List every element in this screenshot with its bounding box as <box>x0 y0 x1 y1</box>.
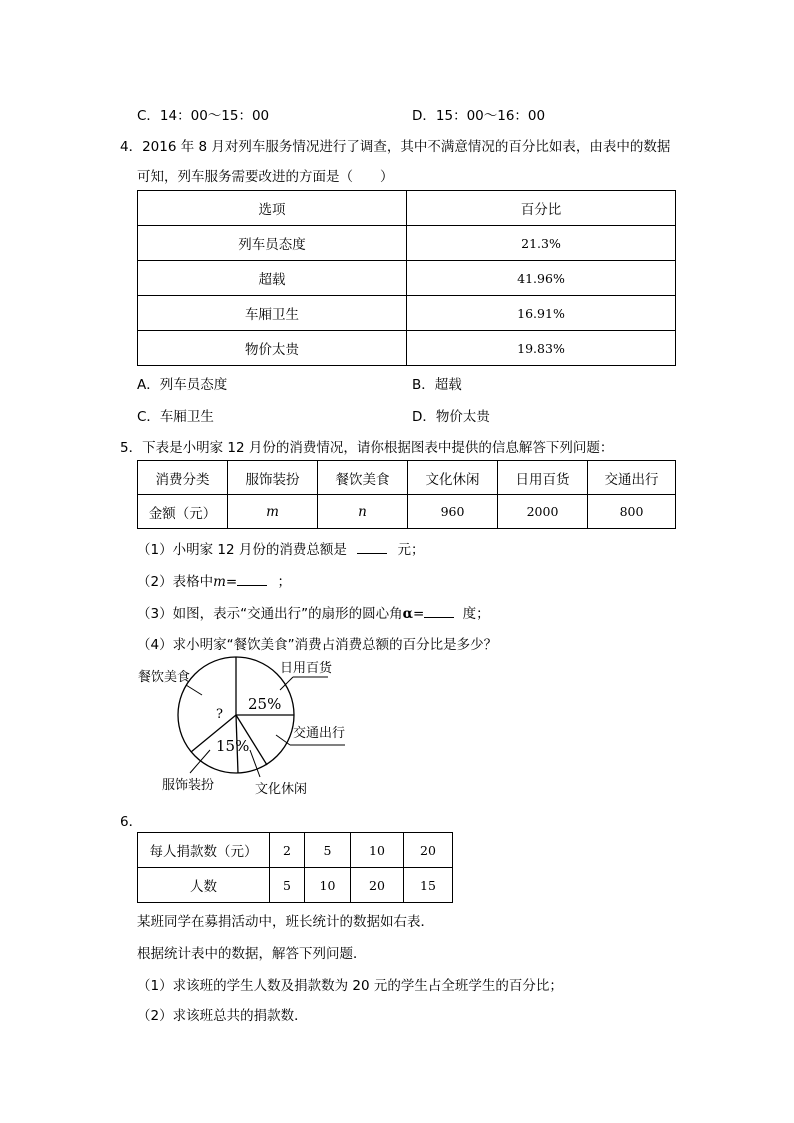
q4-cell-option: 物价太贵 <box>138 331 407 366</box>
q6-line1: 某班同学在募捐活动中，班长统计的数据如右表． <box>137 914 434 930</box>
q5-stem: 5．下表是小明家 12 月份的消费情况，请你根据图表中提供的信息解答下列问题： <box>120 440 614 456</box>
q4-stem-line1: 4．2016 年 8 月对列车服务情况进行了调查，其中不满意情况的百分比如表，由表中的数据 <box>120 139 671 155</box>
q5-value-clothing: m <box>228 495 318 529</box>
answer-blank <box>424 605 454 618</box>
q6-number: 6． <box>120 814 143 830</box>
q6-sub2: （2）求该班总共的捐款数． <box>137 1008 308 1024</box>
q5-table <box>137 460 676 529</box>
q6-sub1: （1）求该班的学生人数及捐款数为 20 元的学生占全班学生的百分比； <box>137 978 563 994</box>
q5-value-food: n <box>318 495 408 529</box>
answer-blank <box>237 573 267 586</box>
q5-header-culture: 文化休闲 <box>408 461 498 495</box>
pie-label-food: 餐饮美食 <box>138 670 191 685</box>
q6-cell: 15 <box>404 868 453 903</box>
q5-sub2-prefix: （2）表格中 <box>137 574 214 590</box>
q4-cell-option: 列车员态度 <box>138 226 407 261</box>
q5-header-transport: 交通出行 <box>588 461 676 495</box>
pie-label-clothing: 服饰装扮 <box>162 778 215 793</box>
q4-option-d: D．物价太贵 <box>412 409 490 425</box>
q4-cell-percent: 19.83% <box>407 331 676 366</box>
q6-cell: 10 <box>351 833 404 868</box>
q5-pie-chart <box>130 655 360 800</box>
q5-sub3-suffix: 度； <box>462 606 490 622</box>
q5-header-daily: 日用百货 <box>498 461 588 495</box>
q6-cell: 5 <box>270 868 305 903</box>
q6-table <box>137 832 453 903</box>
q5-sub1-suffix: 元； <box>397 542 425 558</box>
q5-header-clothing: 服饰装扮 <box>228 461 318 495</box>
q5-sub2-var: m <box>213 574 226 590</box>
q4-table <box>137 190 676 366</box>
q5-sub1 <box>137 538 424 558</box>
q5-sub3-prefix: （3）如图，表示“交通出行”的扇形的圆心角 <box>137 606 403 622</box>
q4-cell-option: 车厢卫生 <box>138 296 407 331</box>
q4-option-b: B．超载 <box>412 377 462 393</box>
q6-row2-label: 人数 <box>138 868 270 903</box>
q5-sub2-suffix: ； <box>277 574 292 590</box>
q5-table-header-row <box>138 461 676 495</box>
q4-stem-line2: 可知，列车服务需要改进的方面是（ ） <box>137 169 394 185</box>
pie-pct-clothing: 15% <box>216 737 250 755</box>
q6-cell: 10 <box>305 868 351 903</box>
q6-cell: 2 <box>270 833 305 868</box>
pie-figure <box>138 657 345 797</box>
q4-option-c: C．车厢卫生 <box>137 409 214 425</box>
q4-table-header-row <box>138 191 676 226</box>
table-row <box>138 296 676 331</box>
q5-sub3-alpha: α <box>402 606 413 622</box>
answer-blank <box>357 541 387 554</box>
q4-header-option: 选项 <box>138 191 407 226</box>
q6-cell: 20 <box>404 833 453 868</box>
q4-option-a: A．列车员态度 <box>137 377 228 393</box>
pie-label-daily: 日用百货 <box>280 661 333 676</box>
q6-cell: 5 <box>305 833 351 868</box>
q5-header-food: 餐饮美食 <box>318 461 408 495</box>
q4-header-percent: 百分比 <box>407 191 676 226</box>
q6-row1-label: 每人捐款数（元） <box>138 833 270 868</box>
table-row <box>138 226 676 261</box>
q5-row-label: 金额（元） <box>138 495 228 529</box>
q4-cell-percent: 41.96% <box>407 261 676 296</box>
q5-header-category: 消费分类 <box>138 461 228 495</box>
q5-sub3 <box>137 602 490 622</box>
table-row <box>138 495 676 529</box>
pie-pct-daily: 25% <box>248 695 282 713</box>
q3-option-d: D．15：00～16：00 <box>412 108 546 124</box>
q5-sub2 <box>137 570 291 590</box>
q4-cell-percent: 16.91% <box>407 296 676 331</box>
table-row <box>138 331 676 366</box>
q6-line2: 根据统计表中的数据，解答下列问题． <box>137 946 367 962</box>
q3-option-c: C．14：00～15：00 <box>137 108 270 124</box>
q5-sub1-prefix: （1）小明家 12 月份的消费总额是 <box>137 542 347 558</box>
pie-label-transport: 交通出行 <box>293 726 346 741</box>
pie-label-culture: 文化休闲 <box>255 782 308 797</box>
table-row <box>138 261 676 296</box>
q5-sub4: （4）求小明家“餐饮美食”消费占消费总额的百分比是多少？ <box>137 637 498 653</box>
q5-sub3-eq: = <box>412 606 425 622</box>
q6-cell: 20 <box>351 868 404 903</box>
q5-sub2-eq: = <box>225 574 238 590</box>
q4-cell-percent: 21.3% <box>407 226 676 261</box>
q5-value-culture: 960 <box>408 495 498 529</box>
pie-unknown: ? <box>216 707 223 722</box>
q4-cell-option: 超载 <box>138 261 407 296</box>
q5-value-daily: 2000 <box>498 495 588 529</box>
table-row <box>138 868 453 903</box>
q5-value-transport: 800 <box>588 495 676 529</box>
table-row <box>138 833 453 868</box>
